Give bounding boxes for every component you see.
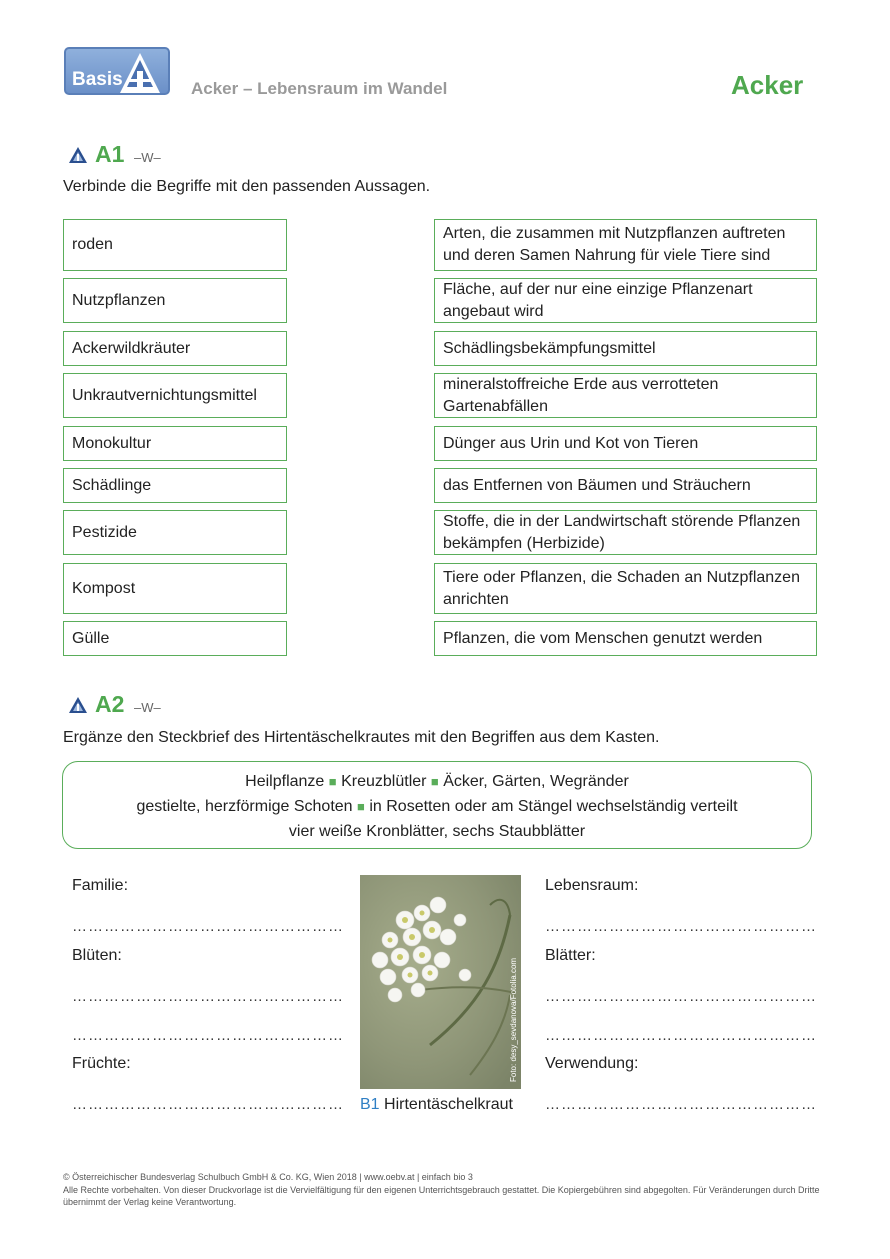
word-box-line-3: vier weiße Kronblätter, sechs Staubblätter	[288, 823, 586, 840]
field-label-fruechte: Früchte:	[72, 1055, 131, 1072]
statement-box[interactable]: mineralstoffreiche Erde aus verrotteten Gartenabfällen	[434, 373, 817, 418]
word-box-line-2	[63, 794, 811, 819]
basis-logo	[64, 47, 170, 95]
task-a1-level: –W–	[134, 150, 161, 165]
word-term: in Rosetten oder am Stängel wechselständig verteilt	[369, 798, 738, 815]
photo-caption	[360, 1096, 513, 1114]
term-box[interactable]: Schädlinge	[63, 468, 287, 503]
plant-photo	[360, 875, 521, 1089]
term-box[interactable]: Kompost	[63, 563, 287, 614]
answer-line[interactable]: ……………………………………………	[545, 918, 817, 935]
level-triangle-icon	[68, 146, 88, 164]
caption-text: Hirtentäschelkraut	[384, 1096, 513, 1113]
term-box[interactable]: Gülle	[63, 621, 287, 656]
logo-text: Basis	[72, 69, 123, 90]
statement-box[interactable]: Tiere oder Pflanzen, die Schaden an Nutzpflanzen anrichten	[434, 563, 817, 614]
statement-box[interactable]: Schädlingsbekämpfungsmittel	[434, 331, 817, 366]
statement-box[interactable]: Arten, die zusammen mit Nutzpflanzen auftreten und deren Samen Nahrung für viele Tiere sind	[434, 219, 817, 271]
task-a2-level: –W–	[134, 700, 161, 715]
footer-rights: Alle Rechte vorbehalten. Von dieser Druckvorlage ist die Vervielfältigung für den eigenen Unterrichtsgebrauch gestattet. Die Kopiergebühren sind abgegolten. Für Veränderungen durch Dritte übernimmt der Verlag keine Verantwortung.	[63, 1184, 820, 1207]
word-term: gestielte, herzförmige Schoten	[136, 798, 353, 815]
term-box[interactable]: Ackerwildkräuter	[63, 331, 287, 366]
word-term: Heilpflanze	[245, 773, 325, 790]
term-box[interactable]: Monokultur	[63, 426, 287, 461]
field-label-lebensraum: Lebensraum:	[545, 877, 639, 894]
worksheet-subtitle: Acker – Lebensraum im Wandel	[191, 79, 448, 98]
term-box[interactable]: roden	[63, 219, 287, 271]
answer-line[interactable]: ……………………………………………	[545, 1027, 817, 1044]
statement-box[interactable]: das Entfernen von Bäumen und Sträuchern	[434, 468, 817, 503]
statement-box[interactable]: Pflanzen, die vom Menschen genutzt werden	[434, 621, 817, 656]
task-a2-label: A2	[95, 691, 125, 717]
shepherds-purse-image	[360, 875, 521, 1089]
separator-square-icon: ■	[328, 774, 337, 789]
level-triangle-icon	[68, 696, 88, 714]
separator-square-icon: ■	[357, 799, 365, 814]
word-term: Äcker, Gärten, Wegränder	[443, 773, 629, 790]
field-label-blaetter: Blätter:	[545, 947, 596, 964]
answer-line[interactable]: ……………………………………………	[72, 918, 344, 935]
photo-credit: Foto: desy_sevdanova/Fotolia.com	[509, 957, 518, 1082]
footer	[63, 1171, 833, 1209]
word-box-line-1	[63, 769, 811, 794]
field-label-verwendung: Verwendung:	[545, 1055, 639, 1072]
logo-triangle-icon	[118, 51, 162, 95]
answer-line[interactable]: ……………………………………………	[545, 1096, 817, 1113]
footer-copyright: © Österreichischer Bundesverlag Schulbuch GmbH & Co. KG, Wien 2018 | www.oebv.at | einfach bio 3	[63, 1172, 473, 1182]
separator-square-icon: ■	[430, 774, 439, 789]
answer-line[interactable]: ……………………………………………	[72, 988, 344, 1005]
word-term: Kreuzblütler	[341, 773, 427, 790]
task-a2-instruction: Ergänze den Steckbrief des Hirtentäschelkrautes mit den Begriffen aus dem Kasten.	[63, 729, 660, 746]
answer-line[interactable]: ……………………………………………	[72, 1096, 344, 1113]
word-box	[62, 761, 812, 849]
caption-label: B1	[360, 1096, 380, 1113]
term-box[interactable]: Unkrautvernichtungsmittel	[63, 373, 287, 418]
task-a1-label: A1	[95, 141, 125, 167]
statement-box[interactable]: Stoffe, die in der Landwirtschaft störende Pflanzen bekämpfen (Herbizide)	[434, 510, 817, 555]
statement-box[interactable]: Fläche, auf der nur eine einzige Pflanzenart angebaut wird	[434, 278, 817, 323]
answer-line[interactable]: ……………………………………………	[545, 988, 817, 1005]
field-label-blueten: Blüten:	[72, 947, 122, 964]
task-a1-instruction: Verbinde die Begriffe mit den passenden Aussagen.	[63, 178, 431, 195]
field-label-familie: Familie:	[72, 877, 129, 894]
term-box[interactable]: Nutzpflanzen	[63, 278, 287, 323]
topic-title: Acker	[731, 70, 804, 100]
term-box[interactable]: Pestizide	[63, 510, 287, 555]
statement-box[interactable]: Dünger aus Urin und Kot von Tieren	[434, 426, 817, 461]
answer-line[interactable]: ……………………………………………	[72, 1027, 344, 1044]
